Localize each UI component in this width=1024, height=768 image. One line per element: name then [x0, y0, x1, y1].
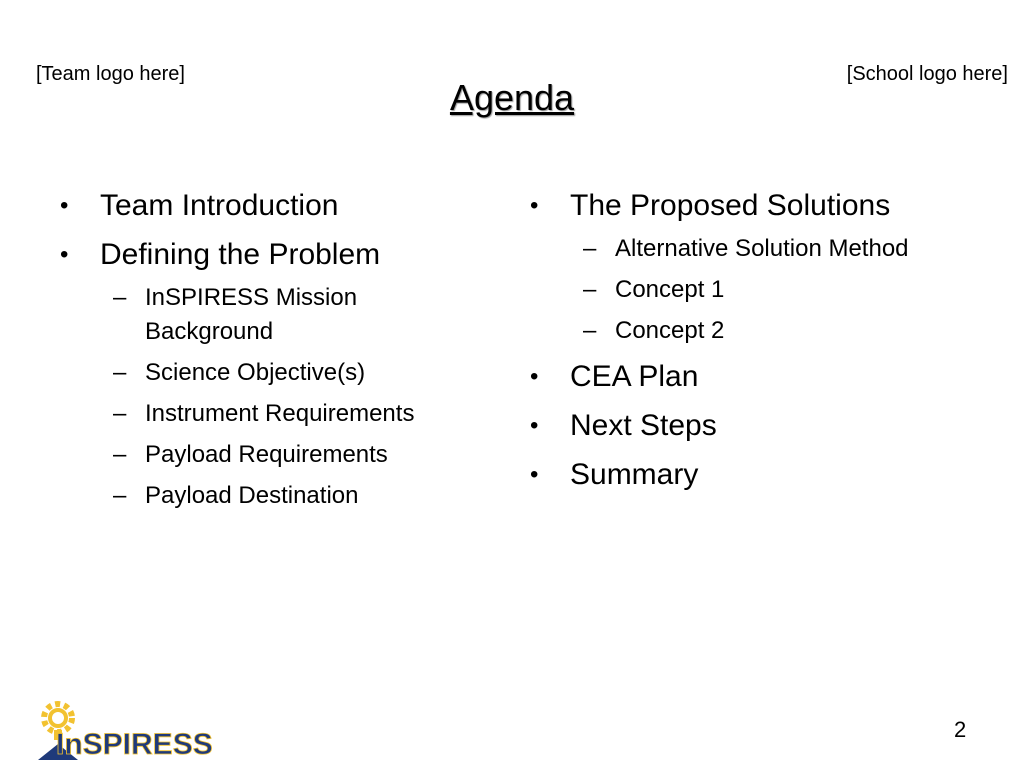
agenda-item-label: • The Proposed Solutions: [570, 189, 891, 222]
right-agenda-column: [526, 186, 996, 504]
agenda-item: [56, 186, 486, 226]
page-number: 2: [954, 717, 967, 742]
agenda-subitem: – Concept 1: [570, 273, 996, 307]
agenda-subitem: – Alternative Solution Method: [570, 232, 996, 266]
agenda-item-label: • CEA Plan: [570, 360, 699, 393]
team-logo-placeholder: [Team logo here]: [36, 63, 185, 85]
school-logo-placeholder: [School logo here]: [846, 63, 1008, 85]
agenda-subitem: – Concept 2: [570, 314, 996, 348]
agenda-subitem: – Science Objective(s): [100, 356, 486, 390]
agenda-sublist: [570, 232, 996, 348]
agenda-subitem: – Payload Requirements: [100, 438, 486, 472]
agenda-item: [526, 455, 996, 495]
agenda-item-label: • Defining the Problem: [100, 238, 381, 271]
agenda-sublist: [100, 281, 486, 513]
agenda-item-label: • Team Introduction: [100, 189, 339, 222]
agenda-item: [526, 357, 996, 397]
agenda-subitem: – InSPIRESS Mission Background: [100, 281, 486, 349]
inspiress-logo: [34, 696, 234, 762]
slide-title: Agenda: [449, 77, 575, 118]
agenda-item: [526, 406, 996, 446]
left-agenda-column: [56, 186, 486, 522]
agenda-subitem: – Payload Destination: [100, 479, 486, 513]
agenda-item: [56, 235, 486, 513]
logo-wordmark: InSPIRESS: [56, 728, 213, 761]
agenda-item-label: • Next Steps: [570, 409, 717, 442]
agenda-subitem: – Instrument Requirements: [100, 397, 486, 431]
agenda-item: [526, 186, 996, 348]
agenda-item-label: • Summary: [570, 458, 699, 491]
